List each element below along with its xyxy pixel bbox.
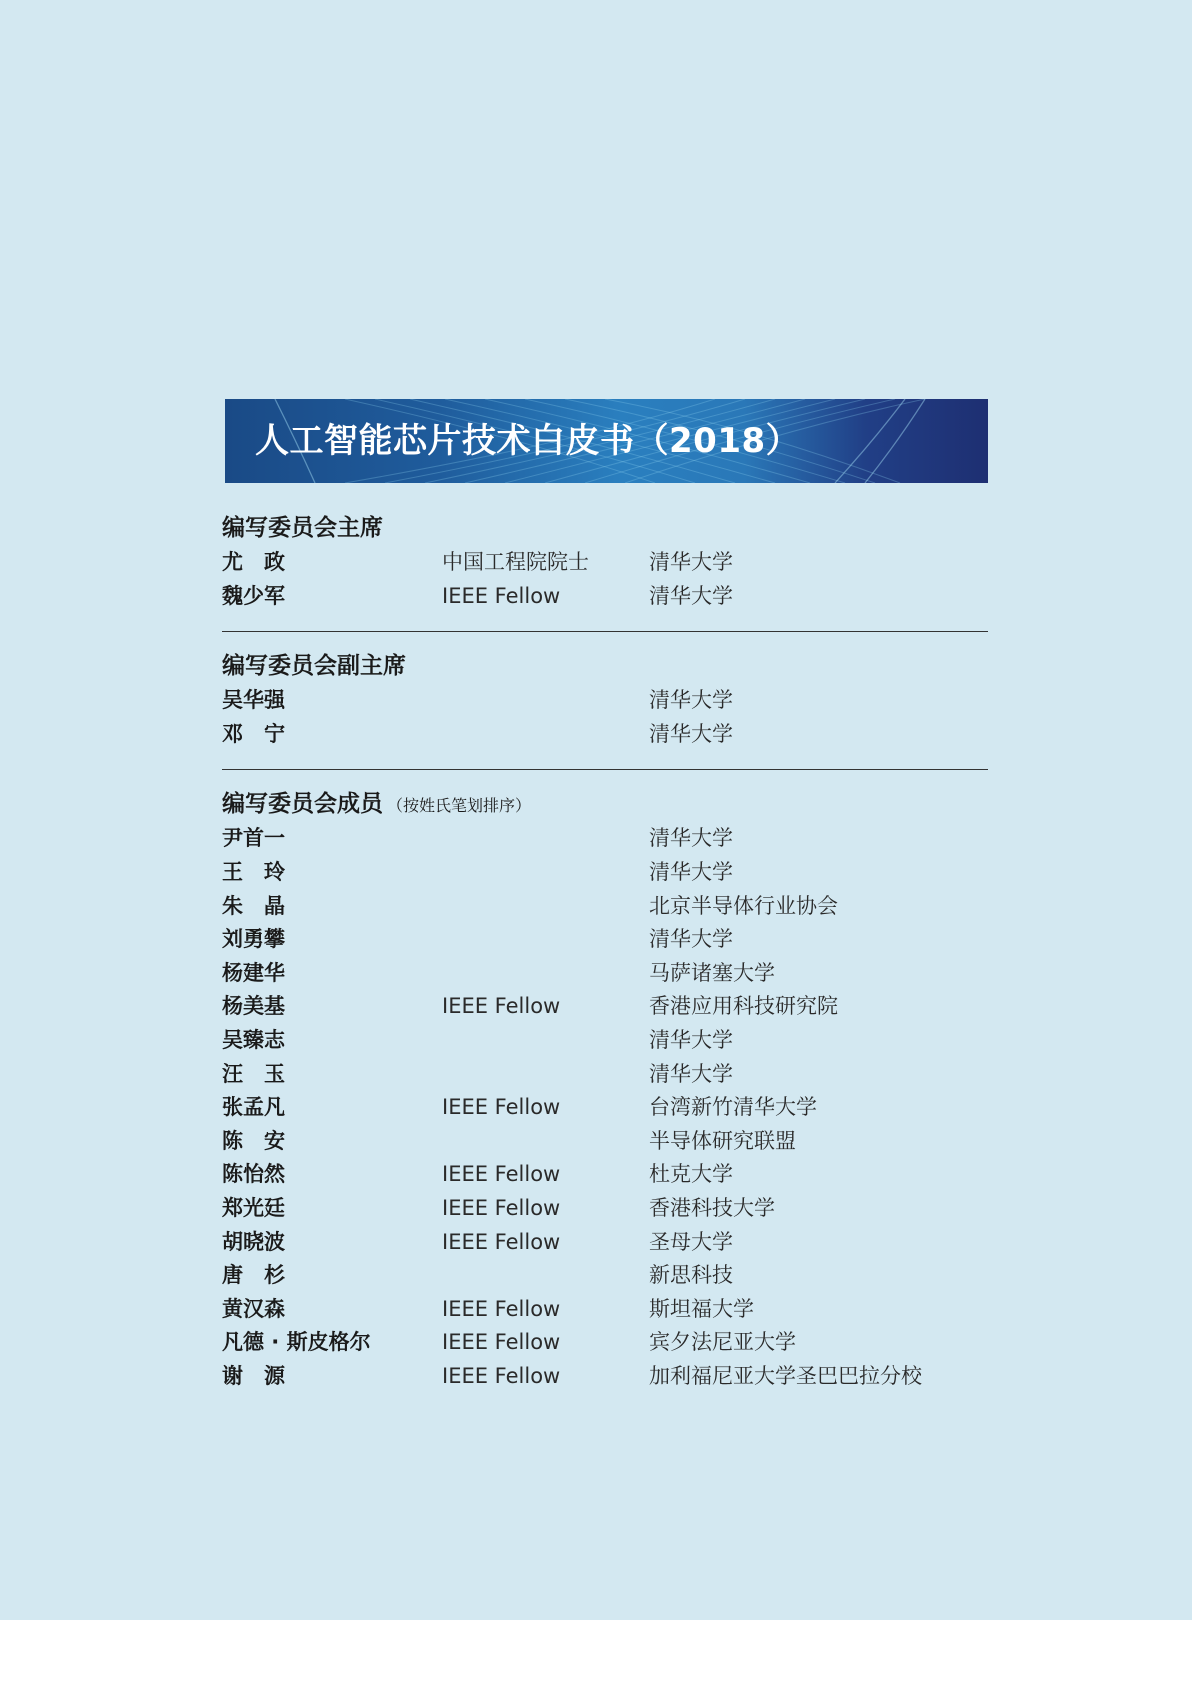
member-organization: 斯坦福大学 [649, 1296, 754, 1321]
member-organization: 清华大学 [649, 1061, 733, 1086]
member-title: IEEE Fellow [442, 1229, 561, 1254]
member-organization: 北京半导体行业协会 [649, 893, 838, 918]
member-name: 杨美基 [222, 994, 285, 1019]
member-name: 王 玲 [222, 859, 285, 884]
section-heading: 编写委员会主席 [222, 515, 383, 541]
member-organization: 清华大学 [649, 583, 733, 608]
member-title: IEEE Fellow [442, 994, 561, 1019]
member-organization: 圣母大学 [649, 1229, 733, 1254]
title-banner [225, 399, 988, 483]
section-sort-note: （按姓氏笔划排序） [387, 796, 532, 816]
member-row [222, 1125, 988, 1159]
member-name: 尹首一 [222, 826, 285, 851]
section-heading: 编写委员会成员 （按姓氏笔划排序） [222, 791, 532, 818]
member-organization: 新思科技 [649, 1263, 733, 1288]
member-organization: 清华大学 [649, 688, 733, 713]
member-name: 唐 杉 [222, 1263, 285, 1288]
member-row [222, 856, 988, 890]
member-row [222, 1326, 988, 1360]
member-row [222, 546, 988, 580]
member-title: IEEE Fellow [442, 1296, 561, 1321]
member-name: 魏少军 [222, 583, 285, 608]
member-row [222, 890, 988, 924]
committee-list [222, 510, 988, 1393]
section-heading: 编写委员会副主席 [222, 653, 406, 680]
member-name: 吴臻志 [222, 1027, 285, 1052]
member-name: 陈怡然 [222, 1162, 285, 1187]
member-organization: 杜克大学 [649, 1162, 733, 1187]
member-organization: 台湾新竹清华大学 [649, 1095, 817, 1120]
member-row [222, 1158, 988, 1192]
member-name: 谢 源 [222, 1363, 285, 1388]
member-organization: 清华大学 [649, 927, 733, 952]
member-name: 汪 玉 [222, 1061, 285, 1086]
member-organization: 清华大学 [649, 826, 733, 851]
member-organization: 清华大学 [649, 550, 733, 574]
document-title: 人工智能芯片技术白皮书（2018） [255, 421, 801, 461]
member-row [222, 1091, 988, 1125]
section-vice-chairs [222, 648, 988, 751]
member-organization: 清华大学 [649, 1027, 733, 1052]
member-title: IEEE Fellow [442, 1095, 561, 1120]
member-name: 凡德 · 斯皮格尔 [222, 1330, 371, 1355]
member-row [222, 990, 988, 1024]
member-row [222, 1058, 988, 1092]
member-name: 刘勇攀 [222, 927, 285, 952]
member-row [222, 923, 988, 957]
member-row [222, 1293, 988, 1327]
member-name: 朱 晶 [222, 893, 285, 918]
member-organization: 宾夕法尼亚大学 [649, 1330, 796, 1355]
member-organization: 加利福尼亚大学圣巴巴拉分校 [649, 1363, 922, 1388]
member-organization: 清华大学 [649, 721, 733, 746]
member-rows [222, 822, 988, 1393]
section-chairs [222, 510, 988, 613]
member-name: 尤 政 [222, 550, 285, 574]
member-name: 黄汉森 [222, 1296, 285, 1321]
member-title: IEEE Fellow [442, 1195, 561, 1220]
member-title: IEEE Fellow [442, 1162, 561, 1187]
section-divider [222, 769, 988, 770]
section-members [222, 786, 988, 1393]
member-name: 郑光廷 [222, 1195, 285, 1220]
member-row [222, 822, 988, 856]
member-row [222, 1024, 988, 1058]
member-row [222, 684, 988, 718]
member-title: IEEE Fellow [442, 1363, 561, 1388]
member-row [222, 1360, 988, 1394]
member-row [222, 580, 988, 614]
section-divider [222, 631, 988, 632]
member-name: 邓 宁 [222, 721, 285, 746]
member-title: IEEE Fellow [442, 583, 561, 608]
member-organization: 半导体研究联盟 [649, 1128, 796, 1153]
member-title: IEEE Fellow [442, 1330, 561, 1355]
member-row [222, 1226, 988, 1260]
member-name: 胡晓波 [222, 1229, 285, 1254]
member-row [222, 1259, 988, 1293]
member-organization: 香港科技大学 [649, 1195, 775, 1220]
member-name: 陈 安 [222, 1128, 285, 1153]
member-name: 吴华强 [222, 688, 285, 713]
member-organization: 清华大学 [649, 859, 733, 884]
member-name: 杨建华 [222, 960, 285, 985]
member-title: 中国工程院院士 [442, 550, 589, 574]
member-row [222, 1192, 988, 1226]
member-name: 张孟凡 [222, 1095, 285, 1120]
member-organization: 香港应用科技研究院 [649, 994, 838, 1019]
member-row [222, 718, 988, 752]
member-row [222, 957, 988, 991]
member-organization: 马萨诸塞大学 [649, 960, 775, 985]
